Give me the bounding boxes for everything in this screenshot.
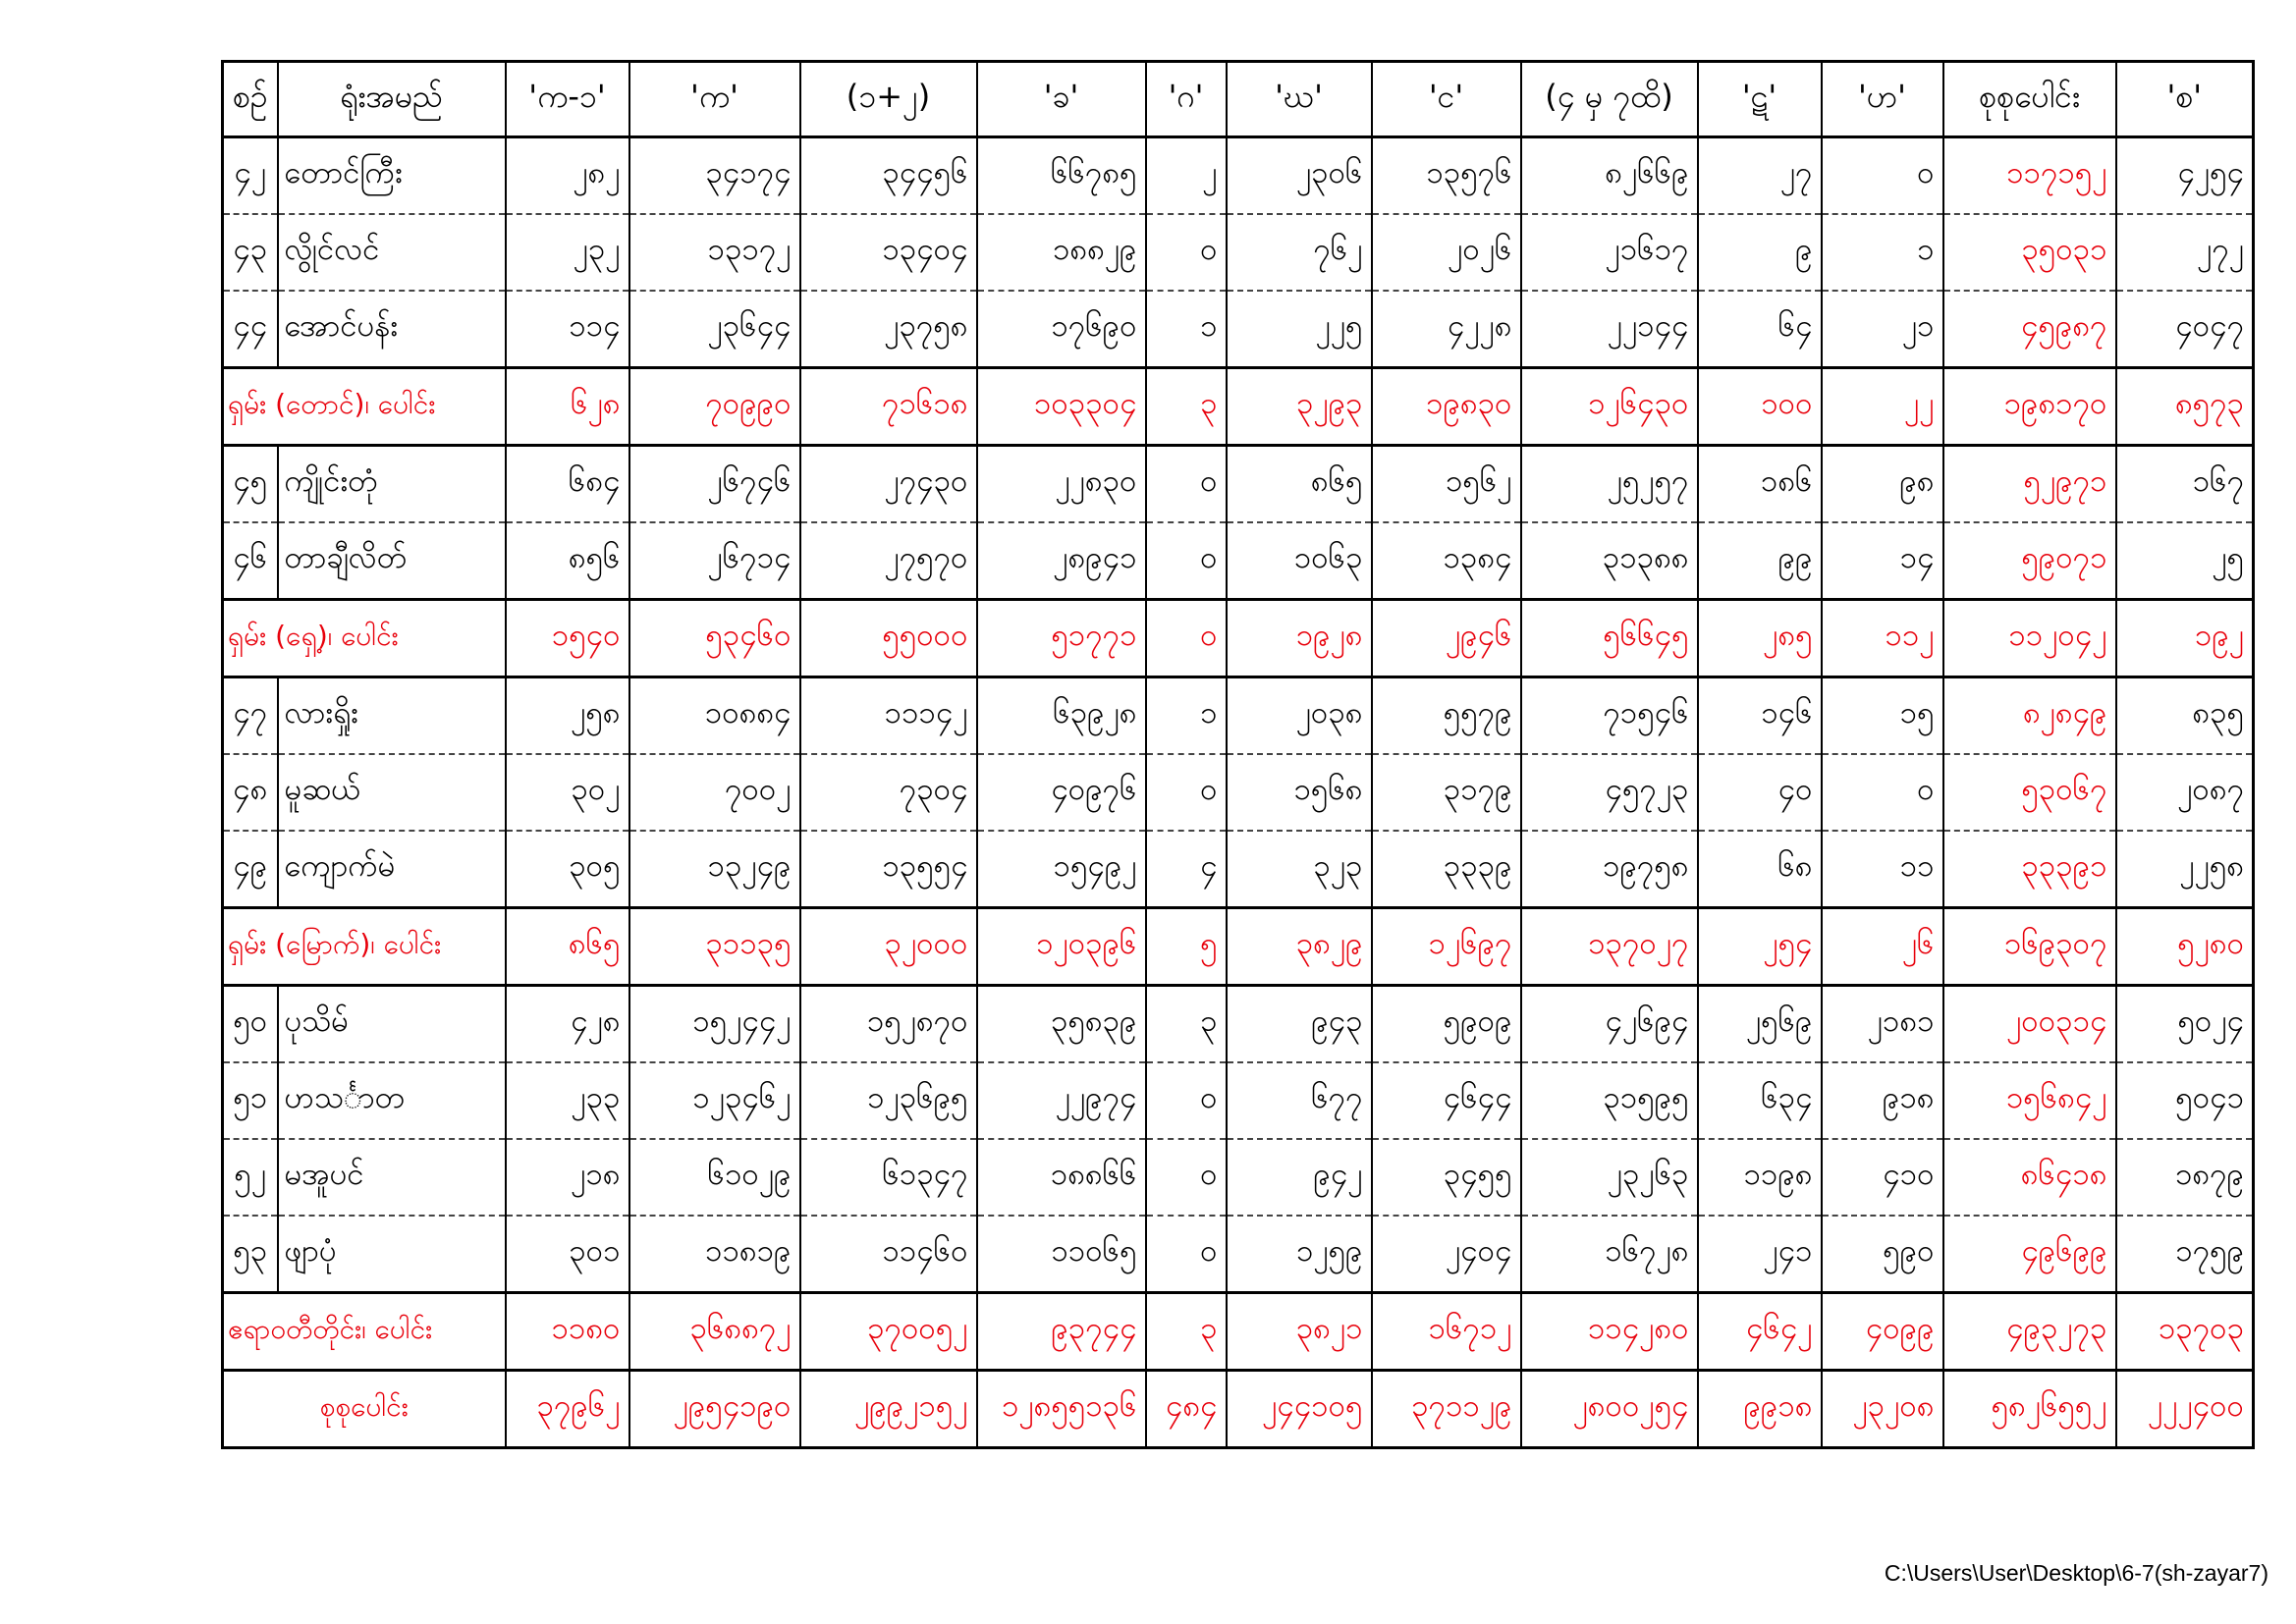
row-total-cell: ၄၉၆၉၉ bbox=[1943, 1216, 2116, 1293]
row-total-cell: ၃၅၀၃၁ bbox=[1943, 214, 2116, 291]
value-cell: ၂၂၁၄၄ bbox=[1521, 291, 1698, 368]
table-row bbox=[223, 986, 2254, 1063]
office-name-cell: မအူပင် bbox=[278, 1139, 506, 1216]
value-cell: ၄၆၄၄ bbox=[1372, 1062, 1521, 1139]
file-path-footer: C:\Users\User\Desktop\6-7(sh-zayar7) bbox=[1884, 1560, 2269, 1586]
value-cell: ၀ bbox=[1146, 1062, 1227, 1139]
value-cell: ၁၁၄၆၀ bbox=[800, 1216, 977, 1293]
value-cell: ၁ bbox=[1822, 214, 1943, 291]
value-cell: ၁၁၀၆၅ bbox=[977, 1216, 1146, 1293]
office-name-cell: လွိုင်လင် bbox=[278, 214, 506, 291]
subtotal-row bbox=[223, 908, 2254, 986]
subtotal-label: ရှမ်း (ရှေ့)၊ ပေါင်း bbox=[223, 600, 506, 677]
grand-total-value-cell: ၂၃၂၀၈ bbox=[1822, 1371, 1943, 1448]
value-cell: ၁၇၅၉ bbox=[2116, 1216, 2254, 1293]
subtotal-value-cell: ၁၆၉၃၀၇ bbox=[1943, 908, 2116, 986]
subtotal-value-cell: ၃၈၂၉ bbox=[1227, 908, 1372, 986]
subtotal-value-cell: ၂၉၄၆ bbox=[1372, 600, 1521, 677]
value-cell: ၅၉၀၉ bbox=[1372, 986, 1521, 1063]
subtotal-value-cell: ၃၈၂၁ bbox=[1227, 1293, 1372, 1371]
value-cell: ၉ bbox=[1698, 214, 1822, 291]
value-cell: ၂၅ bbox=[2116, 522, 2254, 600]
table-row bbox=[223, 1062, 2254, 1139]
value-cell: ၁၃၁၇၂ bbox=[629, 214, 800, 291]
value-cell: ၃၅၈၃၉ bbox=[977, 986, 1146, 1063]
subtotal-value-cell: ၄၀၉၉ bbox=[1822, 1293, 1943, 1371]
value-cell: ၁၅၄၉၂ bbox=[977, 831, 1146, 908]
grand-total-value-cell: ၅၈၂၆၅၅၂ bbox=[1943, 1371, 2116, 1448]
value-cell: ၉၁၈ bbox=[1822, 1062, 1943, 1139]
value-cell: ၃၁၅၉၅ bbox=[1521, 1062, 1698, 1139]
value-cell: ၁၇၆၉၀ bbox=[977, 291, 1146, 368]
value-cell: ၂၄၀၄ bbox=[1372, 1216, 1521, 1293]
value-cell: ၃၄၁၇၄ bbox=[629, 137, 800, 215]
subtotal-value-cell: ၇၁၆၁၈ bbox=[800, 368, 977, 446]
subtotal-value-cell: ၅၅၀၀၀ bbox=[800, 600, 977, 677]
serial-cell: ၄၅ bbox=[223, 446, 278, 523]
value-cell: ၀ bbox=[1146, 522, 1227, 600]
header-row bbox=[223, 62, 2254, 137]
value-cell: ၈၆၅ bbox=[1227, 446, 1372, 523]
value-cell: ၄၀၉၇၆ bbox=[977, 754, 1146, 831]
subtotal-value-cell: ၅၆၆၄၅ bbox=[1521, 600, 1698, 677]
value-cell: ၂၅၂၅၇ bbox=[1521, 446, 1698, 523]
value-cell: ၁၃၈၄ bbox=[1372, 522, 1521, 600]
value-cell: ၁၈၈၂၉ bbox=[977, 214, 1146, 291]
value-cell: ၅၀၂၄ bbox=[2116, 986, 2254, 1063]
value-cell: ၆၃၄ bbox=[1698, 1062, 1822, 1139]
value-cell: ၁၃၅၅၄ bbox=[800, 831, 977, 908]
serial-cell: ၄၄ bbox=[223, 291, 278, 368]
value-cell: ၆၈၄ bbox=[506, 446, 629, 523]
value-cell: ၉၈ bbox=[1822, 446, 1943, 523]
serial-cell: ၅၃ bbox=[223, 1216, 278, 1293]
value-cell: ၂၃၃ bbox=[506, 1062, 629, 1139]
subtotal-value-cell: ၁၂၆၄၃၀ bbox=[1521, 368, 1698, 446]
value-cell: ၂၇ bbox=[1698, 137, 1822, 215]
subtotal-value-cell: ၅၁၇၇၁ bbox=[977, 600, 1146, 677]
value-cell: ၁၅၆၈ bbox=[1227, 754, 1372, 831]
grand-total-value-cell: ၁၂၈၅၅၁၃၆ bbox=[977, 1371, 1146, 1448]
value-cell: ၁၆၇ bbox=[2116, 446, 2254, 523]
value-cell: ၂၆၇၁၄ bbox=[629, 522, 800, 600]
subtotal-value-cell: ၂၅၄ bbox=[1698, 908, 1822, 986]
serial-cell: ၅၁ bbox=[223, 1062, 278, 1139]
subtotal-value-cell: ၃၇၀၀၅၂ bbox=[800, 1293, 977, 1371]
value-cell: ၂၆၇၄၆ bbox=[629, 446, 800, 523]
grand-total-label: စုစုပေါင်း bbox=[223, 1371, 506, 1448]
value-cell: ၀ bbox=[1146, 754, 1227, 831]
grand-total-value-cell: ၂၉၅၄၁၉၀ bbox=[629, 1371, 800, 1448]
value-cell: ၂၂၅ bbox=[1227, 291, 1372, 368]
row-total-cell: ၂၀၀၃၁၄ bbox=[1943, 986, 2116, 1063]
value-cell: ၇၁၅၄၆ bbox=[1521, 677, 1698, 755]
value-cell: ၀ bbox=[1822, 754, 1943, 831]
value-cell: ၈၂၆၆၉ bbox=[1521, 137, 1698, 215]
office-name-cell: ဖျာပုံ bbox=[278, 1216, 506, 1293]
office-name-cell: ကျောက်မဲ bbox=[278, 831, 506, 908]
value-cell: ၃၂၃ bbox=[1227, 831, 1372, 908]
value-cell: ၃၄၅၅ bbox=[1372, 1139, 1521, 1216]
value-cell: ၁၁၁၄၂ bbox=[800, 677, 977, 755]
office-name-cell: ဟသင်္ာတ bbox=[278, 1062, 506, 1139]
value-cell: ၃၀၁ bbox=[506, 1216, 629, 1293]
value-cell: ၂၂၈၃၀ bbox=[977, 446, 1146, 523]
value-cell: ၆၆၇၈၅ bbox=[977, 137, 1146, 215]
subtotal-value-cell: ၁၃၇၀၃ bbox=[2116, 1293, 2254, 1371]
table-body bbox=[223, 137, 2254, 1448]
value-cell: ၅၀၄၁ bbox=[2116, 1062, 2254, 1139]
subtotal-value-cell: ၈၅၇၃ bbox=[2116, 368, 2254, 446]
subtotal-value-cell: ၅၂၈၀ bbox=[2116, 908, 2254, 986]
row-total-cell: ၈၆၄၁၈ bbox=[1943, 1139, 2116, 1216]
value-cell: ၁၂၅၉ bbox=[1227, 1216, 1372, 1293]
value-cell: ၇၆၂ bbox=[1227, 214, 1372, 291]
value-cell: ၆၈ bbox=[1698, 831, 1822, 908]
header-cell: (၄ မှ ၇ထိ) bbox=[1521, 62, 1698, 137]
value-cell: ၁၅၆၂ bbox=[1372, 446, 1521, 523]
value-cell: ၁၈၆ bbox=[1698, 446, 1822, 523]
value-cell: ၂၂၅၈ bbox=[2116, 831, 2254, 908]
header-cell: စုစုပေါင်း bbox=[1943, 62, 2116, 137]
value-cell: ၀ bbox=[1146, 446, 1227, 523]
subtotal-label: ဧရာဝတီတိုင်း၊ ပေါင်း bbox=[223, 1293, 506, 1371]
subtotal-label: ရှမ်း (မြောက်)၊ ပေါင်း bbox=[223, 908, 506, 986]
value-cell: ၀ bbox=[1146, 1216, 1227, 1293]
value-cell: ၁၈၇၉ bbox=[2116, 1139, 2254, 1216]
grand-total-value-cell: ၂၄၄၁၀၅ bbox=[1227, 1371, 1372, 1448]
value-cell: ၂၇၄၃၀ bbox=[800, 446, 977, 523]
table-row bbox=[223, 446, 2254, 523]
subtotal-value-cell: ၉၃၇၄၄ bbox=[977, 1293, 1146, 1371]
value-cell: ၁၉၇၅၈ bbox=[1521, 831, 1698, 908]
row-total-cell: ၅၃၀၆၇ bbox=[1943, 754, 2116, 831]
value-cell: ၅၉၀ bbox=[1822, 1216, 1943, 1293]
subtotal-value-cell: ၄၉၃၂၇၃ bbox=[1943, 1293, 2116, 1371]
subtotal-value-cell: ၇၀၉၉၀ bbox=[629, 368, 800, 446]
header-cell: (၁+၂) bbox=[800, 62, 977, 137]
value-cell: ၁၁၈၁၉ bbox=[629, 1216, 800, 1293]
office-name-cell: လားရှိုး bbox=[278, 677, 506, 755]
value-cell: ၈၃၅ bbox=[2116, 677, 2254, 755]
row-total-cell: ၈၂၈၄၉ bbox=[1943, 677, 2116, 755]
subtotal-value-cell: ၂၂ bbox=[1822, 368, 1943, 446]
subtotal-row bbox=[223, 368, 2254, 446]
grand-total-value-cell: ၉၉၁၈ bbox=[1698, 1371, 1822, 1448]
subtotal-value-cell: ၁၅၄၀ bbox=[506, 600, 629, 677]
row-total-cell: ၄၅၉၈၇ bbox=[1943, 291, 2116, 368]
header-cell: 'က' bbox=[629, 62, 800, 137]
subtotal-value-cell: ၃ bbox=[1146, 1293, 1227, 1371]
value-cell: ၁ bbox=[1146, 291, 1227, 368]
value-cell: ၉၉ bbox=[1698, 522, 1822, 600]
value-cell: ၄၂၈ bbox=[506, 986, 629, 1063]
value-cell: ၆၁၀၂၉ bbox=[629, 1139, 800, 1216]
office-name-cell: ပုသိမ် bbox=[278, 986, 506, 1063]
value-cell: ၄၀ bbox=[1698, 754, 1822, 831]
subtotal-value-cell: ၁၀၃၃၀၄ bbox=[977, 368, 1146, 446]
subtotal-value-cell: ၃၂၀၀၀ bbox=[800, 908, 977, 986]
subtotal-value-cell: ၁၆၇၁၂ bbox=[1372, 1293, 1521, 1371]
value-cell: ၁၄၆ bbox=[1698, 677, 1822, 755]
value-cell: ၁ bbox=[1146, 677, 1227, 755]
office-name-cell: တာချီလိတ် bbox=[278, 522, 506, 600]
header-cell: 'စ' bbox=[2116, 62, 2254, 137]
subtotal-row bbox=[223, 1293, 2254, 1371]
header-cell: စဉ် bbox=[223, 62, 278, 137]
value-cell: ၁၈၈၆၆ bbox=[977, 1139, 1146, 1216]
value-cell: ၁၅၂၄၄၂ bbox=[629, 986, 800, 1063]
value-cell: ၄၂၅၄ bbox=[2116, 137, 2254, 215]
value-cell: ၄၂၂၈ bbox=[1372, 291, 1521, 368]
subtotal-value-cell: ၁၉၈၁၇၀ bbox=[1943, 368, 2116, 446]
grand-total-value-cell: ၂၉၉၂၁၅၂ bbox=[800, 1371, 977, 1448]
serial-cell: ၅၂ bbox=[223, 1139, 278, 1216]
header-cell: 'ဂ' bbox=[1146, 62, 1227, 137]
value-cell: ၁၆၇၂၈ bbox=[1521, 1216, 1698, 1293]
header-cell: 'ဋ' bbox=[1698, 62, 1822, 137]
subtotal-value-cell: ၀ bbox=[1146, 600, 1227, 677]
value-cell: ၂ bbox=[1146, 137, 1227, 215]
subtotal-value-cell: ၅ bbox=[1146, 908, 1227, 986]
subtotal-value-cell: ၅၃၄၆၀ bbox=[629, 600, 800, 677]
header-cell: ရုံးအမည် bbox=[278, 62, 506, 137]
value-cell: ၁၃၄၀၄ bbox=[800, 214, 977, 291]
grand-total-value-cell: ၄၈၄ bbox=[1146, 1371, 1227, 1448]
value-cell: ၂၀၂၆ bbox=[1372, 214, 1521, 291]
value-cell: ၄ bbox=[1146, 831, 1227, 908]
table-row bbox=[223, 1139, 2254, 1216]
value-cell: ၇၃၀၄ bbox=[800, 754, 977, 831]
value-cell: ၂၃၆၄၄ bbox=[629, 291, 800, 368]
value-cell: ၁၁၄ bbox=[506, 291, 629, 368]
value-cell: ၂၃၇၅၈ bbox=[800, 291, 977, 368]
subtotal-row bbox=[223, 600, 2254, 677]
value-cell: ၂၁၆၁၇ bbox=[1521, 214, 1698, 291]
grand-total-value-cell: ၃၇၉၆၂ bbox=[506, 1371, 629, 1448]
serial-cell: ၅၀ bbox=[223, 986, 278, 1063]
value-cell: ၁၄ bbox=[1822, 522, 1943, 600]
value-cell: ၃၀၅ bbox=[506, 831, 629, 908]
value-cell: ၂၇၂ bbox=[2116, 214, 2254, 291]
header-cell: 'ဟ' bbox=[1822, 62, 1943, 137]
value-cell: ၅၅၇၉ bbox=[1372, 677, 1521, 755]
office-name-cell: အောင်ပန်း bbox=[278, 291, 506, 368]
subtotal-value-cell: ၈၆၅ bbox=[506, 908, 629, 986]
table-row bbox=[223, 137, 2254, 215]
header-cell: 'ဃ' bbox=[1227, 62, 1372, 137]
value-cell: ၂၁၈၁ bbox=[1822, 986, 1943, 1063]
subtotal-label: ရှမ်း (တောင်)၊ ပေါင်း bbox=[223, 368, 506, 446]
table-row bbox=[223, 831, 2254, 908]
value-cell: ၀ bbox=[1822, 137, 1943, 215]
value-cell: ၁၂၃၆၉၅ bbox=[800, 1062, 977, 1139]
value-cell: ၁၂၃၄၆၂ bbox=[629, 1062, 800, 1139]
serial-cell: ၄၃ bbox=[223, 214, 278, 291]
subtotal-value-cell: ၃၆၈၈၇၂ bbox=[629, 1293, 800, 1371]
subtotal-value-cell: ၁၉၈၃၀ bbox=[1372, 368, 1521, 446]
subtotal-value-cell: ၁၁၈၀ bbox=[506, 1293, 629, 1371]
value-cell: ၃၁၃၈၈ bbox=[1521, 522, 1698, 600]
value-cell: ၂၅၈ bbox=[506, 677, 629, 755]
value-cell: ၁၅၂၈၇၀ bbox=[800, 986, 977, 1063]
value-cell: ၂၃၂ bbox=[506, 214, 629, 291]
row-total-cell: ၃၃၃၉၁ bbox=[1943, 831, 2116, 908]
row-total-cell: ၁၅၆၈၄၂ bbox=[1943, 1062, 2116, 1139]
subtotal-value-cell: ၁၀၀ bbox=[1698, 368, 1822, 446]
value-cell: ၁၁၉၈ bbox=[1698, 1139, 1822, 1216]
value-cell: ၆၄ bbox=[1698, 291, 1822, 368]
grand-total-value-cell: ၃၇၁၁၂၉ bbox=[1372, 1371, 1521, 1448]
subtotal-value-cell: ၃၂၉၃ bbox=[1227, 368, 1372, 446]
value-cell: ၂၈၉၄၁ bbox=[977, 522, 1146, 600]
header-cell: 'င' bbox=[1372, 62, 1521, 137]
value-cell: ၆၁၃၄၇ bbox=[800, 1139, 977, 1216]
subtotal-value-cell: ၁၁၄၂၈၀ bbox=[1521, 1293, 1698, 1371]
value-cell: ၁၀၈၈၄ bbox=[629, 677, 800, 755]
subtotal-value-cell: ၁၂၆၉၇ bbox=[1372, 908, 1521, 986]
subtotal-value-cell: ၁၉၂၈ bbox=[1227, 600, 1372, 677]
subtotal-value-cell: ၃ bbox=[1146, 368, 1227, 446]
row-total-cell: ၅၂၉၇၁ bbox=[1943, 446, 2116, 523]
value-cell: ၈၅၆ bbox=[506, 522, 629, 600]
value-cell: ၄၅၇၂၃ bbox=[1521, 754, 1698, 831]
table-row bbox=[223, 754, 2254, 831]
value-cell: ၁၀၆၃ bbox=[1227, 522, 1372, 600]
value-cell: ၃၄၄၅၆ bbox=[800, 137, 977, 215]
value-cell: ၂၁ bbox=[1822, 291, 1943, 368]
office-name-cell: တောင်ကြီး bbox=[278, 137, 506, 215]
value-cell: ၃ bbox=[1146, 986, 1227, 1063]
value-cell: ၂၀၃၈ bbox=[1227, 677, 1372, 755]
serial-cell: ၄၆ bbox=[223, 522, 278, 600]
subtotal-value-cell: ၆၂၈ bbox=[506, 368, 629, 446]
value-cell: ၂၂၉၇၄ bbox=[977, 1062, 1146, 1139]
table-row bbox=[223, 677, 2254, 755]
value-cell: ၆၃၉၂၈ bbox=[977, 677, 1146, 755]
subtotal-value-cell: ၁၂၀၃၉၆ bbox=[977, 908, 1146, 986]
header-cell: 'က-၁' bbox=[506, 62, 629, 137]
serial-cell: ၄၉ bbox=[223, 831, 278, 908]
subtotal-value-cell: ၂၈၅ bbox=[1698, 600, 1822, 677]
table-row bbox=[223, 214, 2254, 291]
subtotal-value-cell: ၂၆ bbox=[1822, 908, 1943, 986]
table-row bbox=[223, 291, 2254, 368]
value-cell: ၂၀၈၇ bbox=[2116, 754, 2254, 831]
office-name-cell: မူဆယ် bbox=[278, 754, 506, 831]
table-row bbox=[223, 522, 2254, 600]
value-cell: ၆၇၇ bbox=[1227, 1062, 1372, 1139]
value-cell: ၂၃၀၆ bbox=[1227, 137, 1372, 215]
value-cell: ၇၀၀၂ bbox=[629, 754, 800, 831]
subtotal-value-cell: ၃၁၁၃၅ bbox=[629, 908, 800, 986]
serial-cell: ၄၂ bbox=[223, 137, 278, 215]
value-cell: ၃၃၃၉ bbox=[1372, 831, 1521, 908]
subtotal-value-cell: ၁၁၂၀၄၂ bbox=[1943, 600, 2116, 677]
grand-total-value-cell: ၂၈၀၀၂၅၄ bbox=[1521, 1371, 1698, 1448]
value-cell: ၂၄၁ bbox=[1698, 1216, 1822, 1293]
value-cell: ၁၁ bbox=[1822, 831, 1943, 908]
value-cell: ၄၂၆၉၄ bbox=[1521, 986, 1698, 1063]
value-cell: ၂၈၂ bbox=[506, 137, 629, 215]
subtotal-value-cell: ၁၃၇၀၂၇ bbox=[1521, 908, 1698, 986]
value-cell: ၃၁၇၉ bbox=[1372, 754, 1521, 831]
value-cell: ၁၃၅၇၆ bbox=[1372, 137, 1521, 215]
value-cell: ၁၅ bbox=[1822, 677, 1943, 755]
value-cell: ၃၀၂ bbox=[506, 754, 629, 831]
value-cell: ၄၁၀ bbox=[1822, 1139, 1943, 1216]
data-table bbox=[221, 60, 2255, 1449]
subtotal-value-cell: ၁၁၂ bbox=[1822, 600, 1943, 677]
table-row bbox=[223, 1216, 2254, 1293]
grand-total-row bbox=[223, 1371, 2254, 1448]
subtotal-value-cell: ၄၆၄၂ bbox=[1698, 1293, 1822, 1371]
value-cell: ၉၄၃ bbox=[1227, 986, 1372, 1063]
value-cell: ၉၄၂ bbox=[1227, 1139, 1372, 1216]
grand-total-value-cell: ၂၂၂၄၀၀ bbox=[2116, 1371, 2254, 1448]
header-cell: 'ခ' bbox=[977, 62, 1146, 137]
value-cell: ၂၃၂၆၃ bbox=[1521, 1139, 1698, 1216]
value-cell: ၂၇၅၇၀ bbox=[800, 522, 977, 600]
row-total-cell: ၅၉၀၇၁ bbox=[1943, 522, 2116, 600]
value-cell: ၂၅၆၉ bbox=[1698, 986, 1822, 1063]
value-cell: ၀ bbox=[1146, 1139, 1227, 1216]
serial-cell: ၄၈ bbox=[223, 754, 278, 831]
office-name-cell: ကျိုင်းတုံ bbox=[278, 446, 506, 523]
value-cell: ၂၁၈ bbox=[506, 1139, 629, 1216]
row-total-cell: ၁၁၇၁၅၂ bbox=[1943, 137, 2116, 215]
serial-cell: ၄၇ bbox=[223, 677, 278, 755]
value-cell: ၄၀၄၇ bbox=[2116, 291, 2254, 368]
subtotal-value-cell: ၁၉၂ bbox=[2116, 600, 2254, 677]
value-cell: ၀ bbox=[1146, 214, 1227, 291]
value-cell: ၁၃၂၄၉ bbox=[629, 831, 800, 908]
